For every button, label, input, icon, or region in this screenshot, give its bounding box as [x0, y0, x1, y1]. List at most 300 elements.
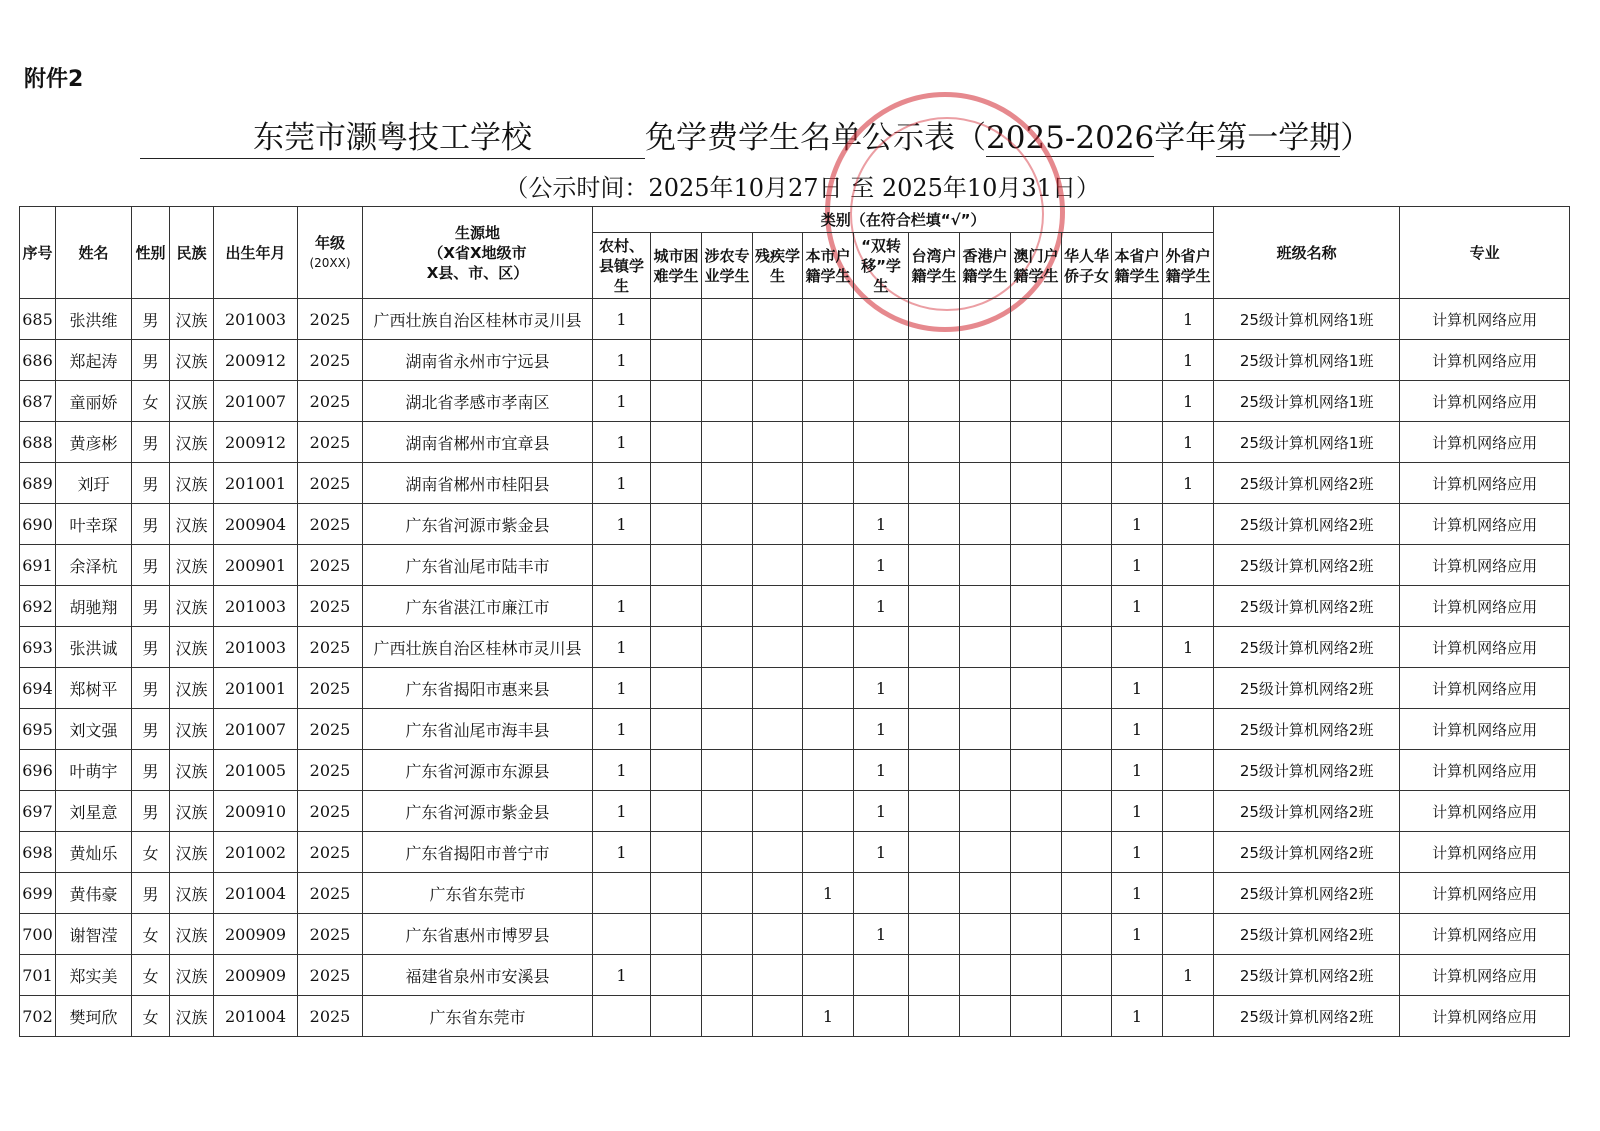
cell-gender: 男	[132, 299, 170, 340]
cell-category-8	[960, 586, 1011, 627]
cell-gender: 女	[132, 832, 170, 873]
table-row	[20, 299, 1570, 340]
cell-origin: 广东省惠州市博罗县	[363, 914, 593, 955]
cell-ethnicity: 汉族	[170, 627, 214, 668]
cell-origin: 广西壮族自治区桂林市灵川县	[363, 627, 593, 668]
cell-birth: 200901	[214, 545, 298, 586]
cell-category-4	[753, 340, 803, 381]
cell-category-4	[753, 381, 803, 422]
cell-category-10	[1062, 299, 1112, 340]
cell-category-8	[960, 299, 1011, 340]
cell-category-8	[960, 832, 1011, 873]
cell-grade: 2025	[298, 586, 363, 627]
cell-major: 计算机网络应用	[1400, 586, 1570, 627]
cell-category-7	[909, 750, 960, 791]
header-cat-agri: 涉农专业学生	[702, 233, 753, 299]
cell-category-12: 1	[1163, 955, 1214, 996]
school-name: 东莞市灏粤技工学校	[140, 118, 645, 159]
cell-birth: 201002	[214, 832, 298, 873]
cell-category-10	[1062, 668, 1112, 709]
cell-grade: 2025	[298, 627, 363, 668]
cell-category-11: 1	[1112, 545, 1163, 586]
header-major: 专业	[1400, 207, 1570, 299]
cell-category-8	[960, 668, 1011, 709]
cell-category-11: 1	[1112, 504, 1163, 545]
table-row	[20, 709, 1570, 750]
cell-grade: 2025	[298, 832, 363, 873]
cell-category-6: 1	[854, 832, 909, 873]
cell-category-6: 1	[854, 791, 909, 832]
cell-category-3	[702, 668, 753, 709]
title-semester: 第一学期	[1216, 120, 1341, 156]
cell-category-5	[803, 340, 854, 381]
cell-category-7	[909, 832, 960, 873]
cell-category-3	[702, 545, 753, 586]
cell-category-2	[651, 709, 702, 750]
title-text: 免学费学生名单公示表	[645, 120, 955, 156]
cell-category-10	[1062, 422, 1112, 463]
header-grade: 年级 (20XX)	[298, 207, 363, 299]
cell-category-3	[702, 832, 753, 873]
cell-category-10	[1062, 996, 1112, 1037]
title-open-paren: （	[955, 120, 986, 156]
cell-category-5	[803, 709, 854, 750]
cell-category-2	[651, 340, 702, 381]
cell-birth: 201004	[214, 996, 298, 1037]
cell-gender: 男	[132, 504, 170, 545]
cell-gender: 男	[132, 340, 170, 381]
cell-category-8	[960, 873, 1011, 914]
cell-category-12: 1	[1163, 381, 1214, 422]
cell-major: 计算机网络应用	[1400, 709, 1570, 750]
cell-class-name: 25级计算机网络2班	[1214, 873, 1400, 914]
cell-name: 胡驰翔	[56, 586, 132, 627]
cell-category-3	[702, 750, 753, 791]
cell-ethnicity: 汉族	[170, 586, 214, 627]
cell-category-9	[1011, 627, 1062, 668]
table-row	[20, 504, 1570, 545]
cell-category-12	[1163, 791, 1214, 832]
cell-name: 张洪诚	[56, 627, 132, 668]
cell-gender: 女	[132, 955, 170, 996]
cell-name: 童丽娇	[56, 381, 132, 422]
cell-name: 刘玗	[56, 463, 132, 504]
cell-category-8	[960, 709, 1011, 750]
cell-category-1: 1	[593, 586, 651, 627]
cell-category-12	[1163, 504, 1214, 545]
cell-category-10	[1062, 750, 1112, 791]
cell-category-10	[1062, 791, 1112, 832]
cell-category-3	[702, 504, 753, 545]
cell-category-2	[651, 627, 702, 668]
cell-class-name: 25级计算机网络2班	[1214, 545, 1400, 586]
cell-category-4	[753, 668, 803, 709]
cell-ethnicity: 汉族	[170, 873, 214, 914]
cell-category-6	[854, 955, 909, 996]
cell-category-11	[1112, 955, 1163, 996]
cell-seq: 690	[20, 504, 56, 545]
cell-category-3	[702, 914, 753, 955]
cell-name: 刘星意	[56, 791, 132, 832]
cell-major: 计算机网络应用	[1400, 627, 1570, 668]
cell-ethnicity: 汉族	[170, 955, 214, 996]
cell-major: 计算机网络应用	[1400, 463, 1570, 504]
cell-category-10	[1062, 463, 1112, 504]
cell-category-6: 1	[854, 750, 909, 791]
page-title	[140, 112, 1440, 156]
cell-grade: 2025	[298, 463, 363, 504]
cell-gender: 男	[132, 873, 170, 914]
cell-category-3	[702, 381, 753, 422]
cell-major: 计算机网络应用	[1400, 545, 1570, 586]
cell-birth: 200912	[214, 422, 298, 463]
cell-major: 计算机网络应用	[1400, 914, 1570, 955]
table-row	[20, 914, 1570, 955]
cell-grade: 2025	[298, 709, 363, 750]
cell-gender: 女	[132, 381, 170, 422]
cell-class-name: 25级计算机网络2班	[1214, 668, 1400, 709]
cell-category-9	[1011, 504, 1062, 545]
cell-grade: 2025	[298, 340, 363, 381]
cell-category-12	[1163, 709, 1214, 750]
cell-category-12	[1163, 750, 1214, 791]
cell-birth: 201001	[214, 463, 298, 504]
cell-name: 谢智滢	[56, 914, 132, 955]
cell-seq: 700	[20, 914, 56, 955]
cell-origin: 湖南省郴州市桂阳县	[363, 463, 593, 504]
cell-category-8	[960, 996, 1011, 1037]
cell-ethnicity: 汉族	[170, 914, 214, 955]
cell-category-8	[960, 340, 1011, 381]
header-cat-double-transfer: “双转移”学生	[854, 233, 909, 299]
cell-category-6	[854, 873, 909, 914]
cell-major: 计算机网络应用	[1400, 750, 1570, 791]
cell-category-5	[803, 381, 854, 422]
cell-category-9	[1011, 832, 1062, 873]
cell-origin: 湖南省郴州市宜章县	[363, 422, 593, 463]
cell-category-9	[1011, 668, 1062, 709]
cell-major: 计算机网络应用	[1400, 504, 1570, 545]
cell-origin: 广东省河源市紫金县	[363, 504, 593, 545]
cell-category-7	[909, 709, 960, 750]
cell-gender: 女	[132, 914, 170, 955]
cell-origin: 湖南省永州市宁远县	[363, 340, 593, 381]
cell-category-5	[803, 299, 854, 340]
cell-category-11: 1	[1112, 750, 1163, 791]
cell-category-10	[1062, 627, 1112, 668]
cell-category-11	[1112, 463, 1163, 504]
title-year: 2025-2026	[986, 120, 1155, 156]
cell-category-8	[960, 914, 1011, 955]
cell-category-2	[651, 955, 702, 996]
cell-category-7	[909, 586, 960, 627]
cell-category-2	[651, 504, 702, 545]
cell-class-name: 25级计算机网络1班	[1214, 340, 1400, 381]
attachment-label: 附件2	[24, 67, 84, 92]
cell-category-12	[1163, 668, 1214, 709]
cell-class-name: 25级计算机网络1班	[1214, 422, 1400, 463]
cell-category-9	[1011, 586, 1062, 627]
cell-category-4	[753, 545, 803, 586]
cell-category-3	[702, 791, 753, 832]
publicity-period: （公示时间：2025年10月27日 至 2025年10月31日）	[504, 174, 1100, 202]
cell-major: 计算机网络应用	[1400, 996, 1570, 1037]
cell-gender: 男	[132, 709, 170, 750]
cell-category-11	[1112, 381, 1163, 422]
cell-category-12	[1163, 914, 1214, 955]
cell-seq: 698	[20, 832, 56, 873]
cell-category-4	[753, 504, 803, 545]
cell-category-6	[854, 996, 909, 1037]
cell-category-7	[909, 299, 960, 340]
cell-class-name: 25级计算机网络2班	[1214, 586, 1400, 627]
cell-category-5	[803, 832, 854, 873]
table-row	[20, 996, 1570, 1037]
cell-category-3	[702, 422, 753, 463]
cell-birth: 201007	[214, 381, 298, 422]
cell-category-10	[1062, 873, 1112, 914]
cell-category-11: 1	[1112, 832, 1163, 873]
cell-class-name: 25级计算机网络2班	[1214, 832, 1400, 873]
cell-gender: 男	[132, 627, 170, 668]
header-cat-disabled: 残疾学生	[753, 233, 803, 299]
header-name: 姓名	[56, 207, 132, 299]
cell-name: 叶萌宇	[56, 750, 132, 791]
cell-category-9	[1011, 422, 1062, 463]
cell-name: 叶幸琛	[56, 504, 132, 545]
cell-category-5	[803, 463, 854, 504]
cell-birth: 201001	[214, 668, 298, 709]
cell-class-name: 25级计算机网络1班	[1214, 381, 1400, 422]
cell-category-8	[960, 463, 1011, 504]
cell-category-7	[909, 955, 960, 996]
cell-category-4	[753, 463, 803, 504]
cell-category-6: 1	[854, 586, 909, 627]
cell-category-2	[651, 750, 702, 791]
cell-category-2	[651, 832, 702, 873]
cell-category-12	[1163, 996, 1214, 1037]
cell-category-4	[753, 627, 803, 668]
header-ethnicity: 民族	[170, 207, 214, 299]
cell-birth: 200909	[214, 955, 298, 996]
cell-category-5	[803, 545, 854, 586]
table-row	[20, 545, 1570, 586]
cell-grade: 2025	[298, 996, 363, 1037]
cell-major: 计算机网络应用	[1400, 381, 1570, 422]
cell-category-1: 1	[593, 422, 651, 463]
cell-ethnicity: 汉族	[170, 750, 214, 791]
table-row	[20, 463, 1570, 504]
cell-category-3	[702, 996, 753, 1037]
cell-seq: 694	[20, 668, 56, 709]
cell-origin: 广东省东莞市	[363, 873, 593, 914]
cell-category-6	[854, 340, 909, 381]
header-cat-urban-poor: 城市困难学生	[651, 233, 702, 299]
cell-category-9	[1011, 750, 1062, 791]
cell-category-3	[702, 586, 753, 627]
cell-seq: 693	[20, 627, 56, 668]
cell-ethnicity: 汉族	[170, 545, 214, 586]
cell-ethnicity: 汉族	[170, 709, 214, 750]
cell-ethnicity: 汉族	[170, 463, 214, 504]
cell-category-5	[803, 914, 854, 955]
student-table	[19, 206, 1570, 1037]
cell-category-1: 1	[593, 340, 651, 381]
cell-category-4	[753, 955, 803, 996]
cell-birth: 200909	[214, 914, 298, 955]
cell-seq: 702	[20, 996, 56, 1037]
cell-category-3	[702, 463, 753, 504]
cell-category-1	[593, 914, 651, 955]
cell-category-2	[651, 586, 702, 627]
cell-ethnicity: 汉族	[170, 381, 214, 422]
header-cat-taiwan: 台湾户籍学生	[909, 233, 960, 299]
title-school-year: 学年	[1154, 120, 1217, 156]
table-row	[20, 340, 1570, 381]
cell-birth: 201004	[214, 873, 298, 914]
cell-category-12: 1	[1163, 627, 1214, 668]
cell-category-4	[753, 709, 803, 750]
cell-birth: 201003	[214, 299, 298, 340]
header-cat-out-province: 外省户籍学生	[1163, 233, 1214, 299]
table-row	[20, 627, 1570, 668]
cell-major: 计算机网络应用	[1400, 299, 1570, 340]
header-category: 类别（在符合栏填“√”）	[593, 207, 1214, 233]
header-class-name: 班级名称	[1214, 207, 1400, 299]
header-cat-province: 本省户籍学生	[1112, 233, 1163, 299]
cell-class-name: 25级计算机网络1班	[1214, 299, 1400, 340]
table-row	[20, 791, 1570, 832]
cell-category-7	[909, 340, 960, 381]
cell-grade: 2025	[298, 955, 363, 996]
header-cat-local: 本市户籍学生	[803, 233, 854, 299]
cell-category-8	[960, 791, 1011, 832]
cell-class-name: 25级计算机网络2班	[1214, 955, 1400, 996]
cell-category-3	[702, 709, 753, 750]
cell-category-9	[1011, 914, 1062, 955]
cell-category-7	[909, 914, 960, 955]
cell-category-11	[1112, 340, 1163, 381]
cell-category-2	[651, 463, 702, 504]
cell-category-11: 1	[1112, 996, 1163, 1037]
cell-ethnicity: 汉族	[170, 791, 214, 832]
cell-category-1: 1	[593, 709, 651, 750]
cell-category-8	[960, 504, 1011, 545]
cell-category-12	[1163, 586, 1214, 627]
cell-category-5	[803, 627, 854, 668]
header-cat-macau: 澳门户籍学生	[1011, 233, 1062, 299]
cell-major: 计算机网络应用	[1400, 340, 1570, 381]
cell-name: 刘文强	[56, 709, 132, 750]
cell-category-11: 1	[1112, 914, 1163, 955]
cell-seq: 701	[20, 955, 56, 996]
cell-name: 郑起涛	[56, 340, 132, 381]
header-cat-hongkong: 香港户籍学生	[960, 233, 1011, 299]
cell-major: 计算机网络应用	[1400, 873, 1570, 914]
cell-gender: 男	[132, 791, 170, 832]
cell-name: 樊珂欣	[56, 996, 132, 1037]
cell-grade: 2025	[298, 381, 363, 422]
cell-gender: 男	[132, 545, 170, 586]
cell-class-name: 25级计算机网络2班	[1214, 504, 1400, 545]
cell-origin: 福建省泉州市安溪县	[363, 955, 593, 996]
cell-ethnicity: 汉族	[170, 340, 214, 381]
cell-category-12	[1163, 545, 1214, 586]
cell-category-1: 1	[593, 627, 651, 668]
cell-ethnicity: 汉族	[170, 668, 214, 709]
cell-category-9	[1011, 381, 1062, 422]
cell-category-9	[1011, 873, 1062, 914]
cell-origin: 广东省汕尾市陆丰市	[363, 545, 593, 586]
cell-category-6	[854, 463, 909, 504]
cell-origin: 广东省东莞市	[363, 996, 593, 1037]
cell-category-4	[753, 586, 803, 627]
cell-gender: 女	[132, 996, 170, 1037]
cell-category-6: 1	[854, 709, 909, 750]
table-row	[20, 955, 1570, 996]
cell-major: 计算机网络应用	[1400, 955, 1570, 996]
cell-category-6	[854, 381, 909, 422]
cell-category-5	[803, 750, 854, 791]
cell-category-5	[803, 422, 854, 463]
cell-grade: 2025	[298, 545, 363, 586]
cell-category-8	[960, 545, 1011, 586]
cell-birth: 200910	[214, 791, 298, 832]
cell-category-6: 1	[854, 504, 909, 545]
cell-category-7	[909, 668, 960, 709]
cell-category-1: 1	[593, 955, 651, 996]
cell-category-8	[960, 955, 1011, 996]
cell-category-11: 1	[1112, 791, 1163, 832]
cell-category-6	[854, 422, 909, 463]
cell-origin: 广东省河源市紫金县	[363, 791, 593, 832]
cell-category-1: 1	[593, 832, 651, 873]
cell-category-2	[651, 791, 702, 832]
cell-category-11: 1	[1112, 709, 1163, 750]
cell-seq: 692	[20, 586, 56, 627]
cell-seq: 696	[20, 750, 56, 791]
cell-category-1	[593, 996, 651, 1037]
cell-category-10	[1062, 832, 1112, 873]
table-row	[20, 381, 1570, 422]
cell-category-12: 1	[1163, 463, 1214, 504]
cell-category-6: 1	[854, 545, 909, 586]
cell-category-12: 1	[1163, 422, 1214, 463]
cell-ethnicity: 汉族	[170, 996, 214, 1037]
cell-category-8	[960, 627, 1011, 668]
cell-birth: 200904	[214, 504, 298, 545]
cell-category-4	[753, 299, 803, 340]
cell-category-9	[1011, 545, 1062, 586]
cell-category-9	[1011, 791, 1062, 832]
cell-origin: 广东省河源市东源县	[363, 750, 593, 791]
cell-class-name: 25级计算机网络2班	[1214, 463, 1400, 504]
cell-category-7	[909, 791, 960, 832]
cell-seq: 685	[20, 299, 56, 340]
cell-grade: 2025	[298, 504, 363, 545]
cell-seq: 691	[20, 545, 56, 586]
cell-birth: 201003	[214, 586, 298, 627]
cell-gender: 男	[132, 750, 170, 791]
cell-category-2	[651, 381, 702, 422]
cell-name: 张洪维	[56, 299, 132, 340]
cell-category-7	[909, 381, 960, 422]
cell-category-8	[960, 750, 1011, 791]
cell-category-11: 1	[1112, 586, 1163, 627]
cell-category-5	[803, 955, 854, 996]
cell-category-6: 1	[854, 668, 909, 709]
cell-gender: 男	[132, 586, 170, 627]
